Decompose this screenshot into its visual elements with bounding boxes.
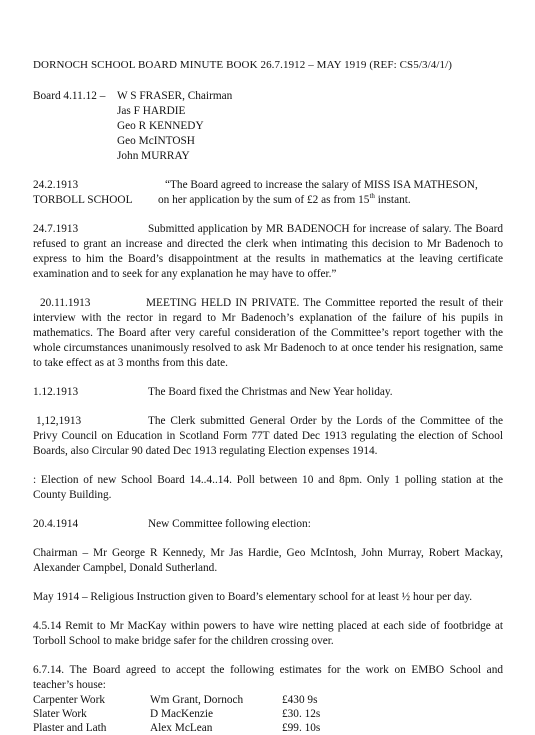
entry-text: The Clerk submitted General Order by the Lords of the Committee of the Privy Council on Education in Scotland Form 77T dated Dec 1913 regulating the election of School Boards, also Circular 90 dated Dec 1913 regulating Election expenses 1914. <box>33 415 503 457</box>
table-row <box>33 693 320 707</box>
minute-entry-religious-instruction: May 1914 – Religious Instruction given to Board’s elementary school for at least ½ hour per day. <box>33 591 473 603</box>
entry-date: 1.12.1913 <box>33 386 79 398</box>
estimate-work: Slater Work <box>33 708 87 720</box>
estimate-work: Plaster and Lath <box>33 722 107 734</box>
entry-date: 20.11.1913 <box>40 297 91 309</box>
entry-date: 24.2.1913 <box>33 179 79 191</box>
minute-entry-estimates <box>33 663 503 735</box>
minute-entry-general-order <box>33 414 503 459</box>
entry-text: New Committee following election: <box>148 518 311 530</box>
entry-text: The Board fixed the Christmas and New Year holiday. <box>148 386 393 398</box>
table-row <box>33 707 320 721</box>
minute-entry-new-committee <box>33 517 503 532</box>
estimate-amount: £30. 12s <box>282 708 321 720</box>
estimate-work: Carpenter Work <box>33 694 105 706</box>
minute-entry-footbridge: 4.5.14 Remit to Mr MacKay within powers to have wire netting placed at each side of footbridge at Torboll School to make bridge safer for the children crossing over. <box>33 620 503 647</box>
minute-entry-committee-members: Chairman – Mr George R Kennedy, Mr Jas Hardie, Geo McIntosh, John Murray, Robert Mackay, Alexander Campbel, Donald Sutherland. <box>33 547 503 574</box>
estimate-amount: £430 9s <box>282 694 318 706</box>
board-member: Geo R KENNEDY <box>117 120 204 132</box>
entry-date: 24.7.1913 <box>33 223 79 235</box>
entry-date: 1,12,1913 <box>36 415 82 427</box>
entry-place: TORBOLL SCHOOL <box>33 194 133 206</box>
board-member: Geo McINTOSH <box>117 135 195 147</box>
board-member: John MURRAY <box>117 150 190 162</box>
entry-text: MEETING HELD IN PRIVATE. The Committee reported the result of their interview with the rector in regard to Mr Badenoch’s explanation of the failure of his pupils in mathematics. The Board after very careful consideration of the Committee’s report together with the whole circumstances unanimously resolved to ask Mr Badenoch to at once tender his resignation, same to take effect as at 3 months from this date. <box>33 297 503 369</box>
board-label: Board 4.11.12 – <box>33 90 106 102</box>
minute-entry-holiday <box>33 385 503 400</box>
entry-text: “The Board agreed to increase the salary of MISS ISA MATHESON, <box>165 179 478 191</box>
estimates-table <box>33 693 320 735</box>
board-member: Jas F HARDIE <box>117 105 186 117</box>
minute-entry-badenoch-salary <box>33 222 503 282</box>
entry-text-line2: on her application by the sum of £2 as from 15th instant. <box>158 192 411 206</box>
entry-date: 20.4.1914 <box>33 518 79 530</box>
board-member: W S FRASER, Chairman <box>117 90 233 102</box>
estimate-amount: £99. 10s <box>282 722 321 734</box>
entry-text: Submitted application by MR BADENOCH for increase of salary. The Board refused to grant an increase and directed the clerk when intimating this decision to Mr Badenoch to express to him the Board’s disappointment at the results in mathematics at the leaving certificate examination and to seek for any explanation he may have to offer.” <box>33 223 503 280</box>
minute-entry-salary-matheson <box>33 178 503 208</box>
estimate-contractor: D MacKenzie <box>150 708 214 720</box>
minute-book-page <box>33 58 503 735</box>
board-member-list <box>117 89 232 164</box>
table-row <box>33 721 320 735</box>
estimate-contractor: Alex McLean <box>150 722 213 734</box>
board-members-block <box>33 89 503 164</box>
page-title: DORNOCH SCHOOL BOARD MINUTE BOOK 26.7.1912 – MAY 1919 (REF: CS5/3/4/1/) <box>33 59 453 71</box>
minute-entry-private-meeting <box>33 296 503 371</box>
estimate-contractor: Wm Grant, Dornoch <box>150 694 244 706</box>
minute-entry-election: : Election of new School Board 14..4..14. Poll between 10 and 8pm. Only 1 polling station at the County Building. <box>33 474 503 501</box>
entry-text: 6.7.14. The Board agreed to accept the following estimates for the work on EMBO School and teacher’s house: <box>33 664 503 691</box>
